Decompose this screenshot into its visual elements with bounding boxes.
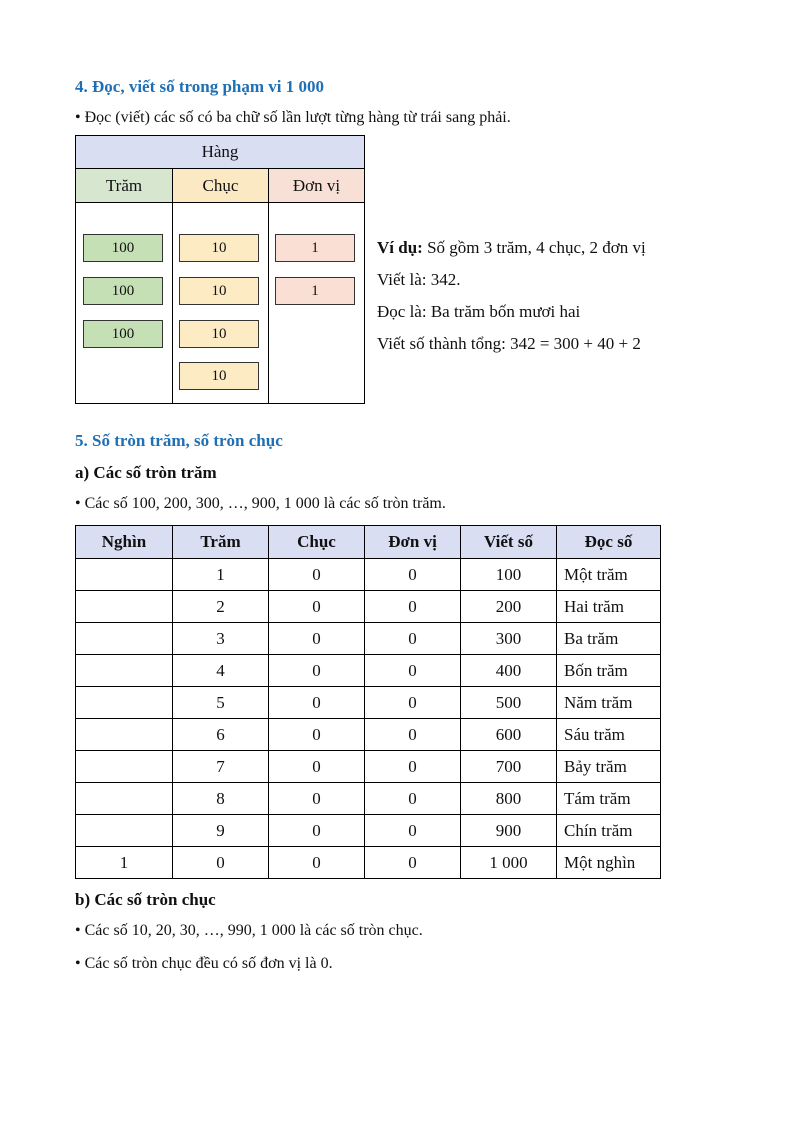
table-row [76, 719, 661, 751]
table-cell: 0 [269, 751, 365, 783]
table-row [76, 591, 661, 623]
table-cell [76, 815, 173, 847]
table-row [76, 783, 661, 815]
table-row [76, 815, 661, 847]
tens-column [173, 203, 269, 403]
example-text: Số gồm 3 trăm, 4 chục, 2 đơn vị [422, 238, 646, 257]
ten-block: 10 [179, 362, 259, 390]
place-value-table [75, 135, 365, 404]
table-cell: Bốn trăm [557, 655, 661, 687]
table-cell: 0 [269, 815, 365, 847]
table-cell: 0 [365, 751, 461, 783]
table-cell: Năm trăm [557, 687, 661, 719]
bullet-b2: • Các số tròn chục đều có số đơn vị là 0. [75, 955, 333, 972]
column-header: Viết số [461, 526, 557, 559]
table-row [76, 751, 661, 783]
table-cell: 700 [461, 751, 557, 783]
column-header: Chục [269, 526, 365, 559]
table-cell: 0 [269, 591, 365, 623]
table-cell [76, 719, 173, 751]
ten-block: 10 [179, 320, 259, 348]
table-cell: 100 [461, 559, 557, 591]
table-cell: 500 [461, 687, 557, 719]
table-cell: 0 [365, 591, 461, 623]
table-cell [76, 687, 173, 719]
table-cell: 0 [269, 719, 365, 751]
example-line [377, 238, 646, 258]
table-cell: 0 [365, 655, 461, 687]
table-cell [76, 623, 173, 655]
table-cell: 0 [173, 847, 269, 879]
example-label: Ví dụ: [377, 238, 423, 257]
table-row [76, 655, 661, 687]
table-cell: 2 [173, 591, 269, 623]
table-cell: Một trăm [557, 559, 661, 591]
table-cell: 0 [365, 815, 461, 847]
hundred-block: 100 [83, 277, 163, 305]
table-header-row [76, 526, 661, 559]
section-4-bullet: • Đọc (viết) các số có ba chữ số lần lượt từng hàng từ trái sang phải. [75, 109, 511, 126]
example-sum: Viết số thành tổng: 342 = 300 + 40 + 2 [377, 334, 641, 353]
place-value-group-header: Hàng [76, 136, 364, 169]
table-cell: 7 [173, 751, 269, 783]
unit-block: 1 [275, 277, 355, 305]
sub-heading-b: b) Các số tròn chục [75, 890, 216, 909]
table-cell [76, 751, 173, 783]
table-cell: 0 [365, 847, 461, 879]
section-4-heading: 4. Đọc, viết số trong phạm vi 1 000 [75, 77, 325, 96]
table-cell: 6 [173, 719, 269, 751]
column-header-hundreds: Trăm [76, 169, 173, 203]
table-cell [76, 655, 173, 687]
column-header: Trăm [173, 526, 269, 559]
unit-block: 1 [275, 234, 355, 262]
section-5-heading: 5. Số tròn trăm, số tròn chục [75, 431, 283, 450]
bullet-a: • Các số 100, 200, 300, …, 900, 1 000 là các số tròn trăm. [75, 495, 446, 512]
hundred-block: 100 [83, 320, 163, 348]
table-row [76, 623, 661, 655]
table-cell [76, 591, 173, 623]
table-cell: 600 [461, 719, 557, 751]
table-cell: 0 [269, 687, 365, 719]
table-cell: 1 000 [461, 847, 557, 879]
ten-block: 10 [179, 277, 259, 305]
column-header: Nghìn [76, 526, 173, 559]
table-cell: 0 [269, 655, 365, 687]
table-row [76, 847, 661, 879]
table-row [76, 687, 661, 719]
column-header-units: Đơn vị [269, 169, 364, 203]
column-header: Đọc số [557, 526, 661, 559]
table-cell: 0 [365, 719, 461, 751]
hundreds-column [76, 203, 173, 403]
table-cell: 0 [269, 783, 365, 815]
table-cell: 8 [173, 783, 269, 815]
units-column [269, 203, 364, 403]
table-cell: 400 [461, 655, 557, 687]
table-cell: 0 [365, 783, 461, 815]
table-cell: 3 [173, 623, 269, 655]
table-cell: Một nghìn [557, 847, 661, 879]
table-cell: 4 [173, 655, 269, 687]
table-row [76, 559, 661, 591]
example-read: Đọc là: Ba trăm bốn mươi hai [377, 302, 581, 321]
table-cell: 0 [269, 847, 365, 879]
table-cell: Sáu trăm [557, 719, 661, 751]
table-cell: Tám trăm [557, 783, 661, 815]
table-cell: 0 [365, 687, 461, 719]
sub-heading-a: a) Các số tròn trăm [75, 463, 217, 482]
table-cell [76, 559, 173, 591]
round-hundreds-table [75, 525, 661, 879]
table-cell [76, 783, 173, 815]
column-header-tens: Chục [173, 169, 269, 203]
ten-block: 10 [179, 234, 259, 262]
example-write: Viết là: 342. [377, 270, 461, 289]
hundred-block: 100 [83, 234, 163, 262]
table-cell: Bảy trăm [557, 751, 661, 783]
table-cell: 300 [461, 623, 557, 655]
table-cell: 0 [365, 623, 461, 655]
table-cell: 0 [269, 623, 365, 655]
table-cell: 0 [365, 559, 461, 591]
table-cell: 900 [461, 815, 557, 847]
bullet-b1: • Các số 10, 20, 30, …, 990, 1 000 là các số tròn chục. [75, 922, 423, 939]
table-cell: 0 [269, 559, 365, 591]
table-cell: Hai trăm [557, 591, 661, 623]
table-cell: 1 [76, 847, 173, 879]
table-cell: 1 [173, 559, 269, 591]
table-cell: 800 [461, 783, 557, 815]
column-header: Đơn vị [365, 526, 461, 559]
table-cell: Ba trăm [557, 623, 661, 655]
table-cell: 9 [173, 815, 269, 847]
table-cell: Chín trăm [557, 815, 661, 847]
table-cell: 5 [173, 687, 269, 719]
table-cell: 200 [461, 591, 557, 623]
